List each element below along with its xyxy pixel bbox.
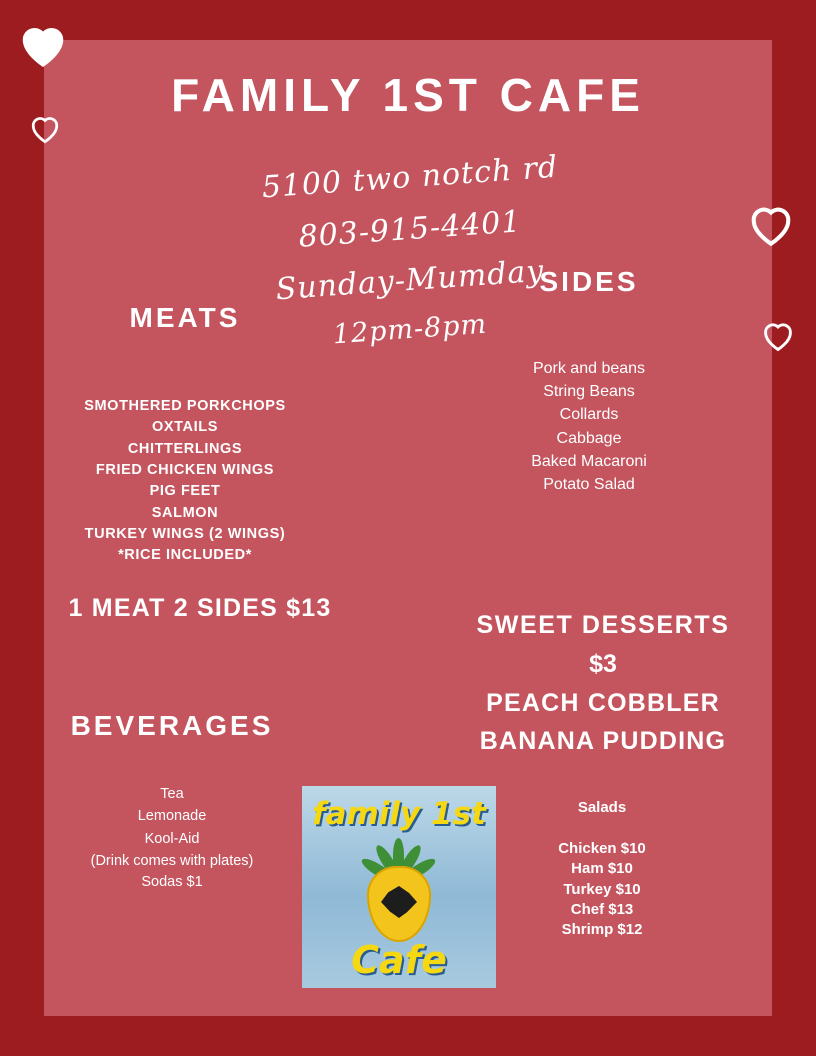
days-line: Sunday-Mumday (274, 253, 546, 308)
list-item: Collards (559, 406, 619, 424)
sides-list (470, 357, 708, 496)
list-item: Chef $13 (570, 900, 634, 918)
list-item: BANANA PUDDING (479, 727, 727, 756)
address-line: 5100 two notch rd (260, 149, 560, 206)
list-item: Lemonade (137, 808, 207, 825)
list-item: Baked Macaroni (531, 452, 647, 470)
list-item: CHITTERLINGS (127, 440, 243, 457)
salads-heading: Salads (577, 799, 627, 816)
list-item: Kool-Aid (144, 830, 200, 847)
meats-heading: MEATS (129, 302, 241, 333)
list-item: Cabbage (556, 429, 622, 447)
phone-line: 803-915-4401 (297, 203, 523, 255)
heart-outline-icon (760, 318, 796, 354)
meat-combo-price: 1 MEAT 2 SIDES $13 (68, 594, 332, 622)
list-item: FRIED CHICKEN WINGS (95, 461, 275, 478)
logo-top-text: family 1st (312, 796, 486, 832)
beverages-list (56, 783, 288, 873)
page-title: FAMILY 1ST CAFE (171, 69, 645, 121)
list-item: SALMON (151, 504, 219, 521)
heart-icon (16, 18, 70, 72)
meats-list (50, 396, 320, 567)
desserts-price: $3 (589, 649, 617, 678)
logo-bottom-text: Cafe (351, 938, 447, 982)
list-item: *RICE INCLUDED* (118, 547, 252, 564)
list-item: Pork and beans (532, 360, 646, 377)
heart-outline-icon (746, 200, 796, 250)
desserts-heading: SWEET DESSERTS (476, 611, 730, 639)
list-item: SMOTHERED PORKCHOPS (84, 398, 286, 414)
list-item: OXTAILS (152, 419, 218, 436)
list-item: Shrimp $12 (561, 921, 643, 938)
pineapple-icon (359, 838, 439, 942)
sodas-price: Sodas $1 (141, 874, 203, 890)
list-item: Chicken $10 (558, 840, 646, 857)
list-item: PEACH COBBLER (486, 688, 720, 717)
list-item: Tea (160, 786, 184, 802)
cafe-logo (302, 786, 496, 988)
list-item: Potato Salad (543, 475, 635, 493)
list-item: TURKEY WINGS (2 WINGS) (84, 525, 286, 542)
list-item: Ham $10 (571, 860, 633, 878)
list-item: PIG FEET (149, 483, 221, 500)
list-item: (Drink comes with plates) (90, 853, 254, 870)
desserts-block (444, 606, 762, 761)
beverages-heading: BEVERAGES (70, 710, 274, 741)
salads-list (500, 839, 704, 940)
list-item: String Beans (543, 383, 635, 401)
sides-heading: SIDES (539, 266, 639, 297)
hours-line: 12pm-8pm (331, 308, 489, 351)
list-item: Turkey $10 (563, 880, 641, 898)
